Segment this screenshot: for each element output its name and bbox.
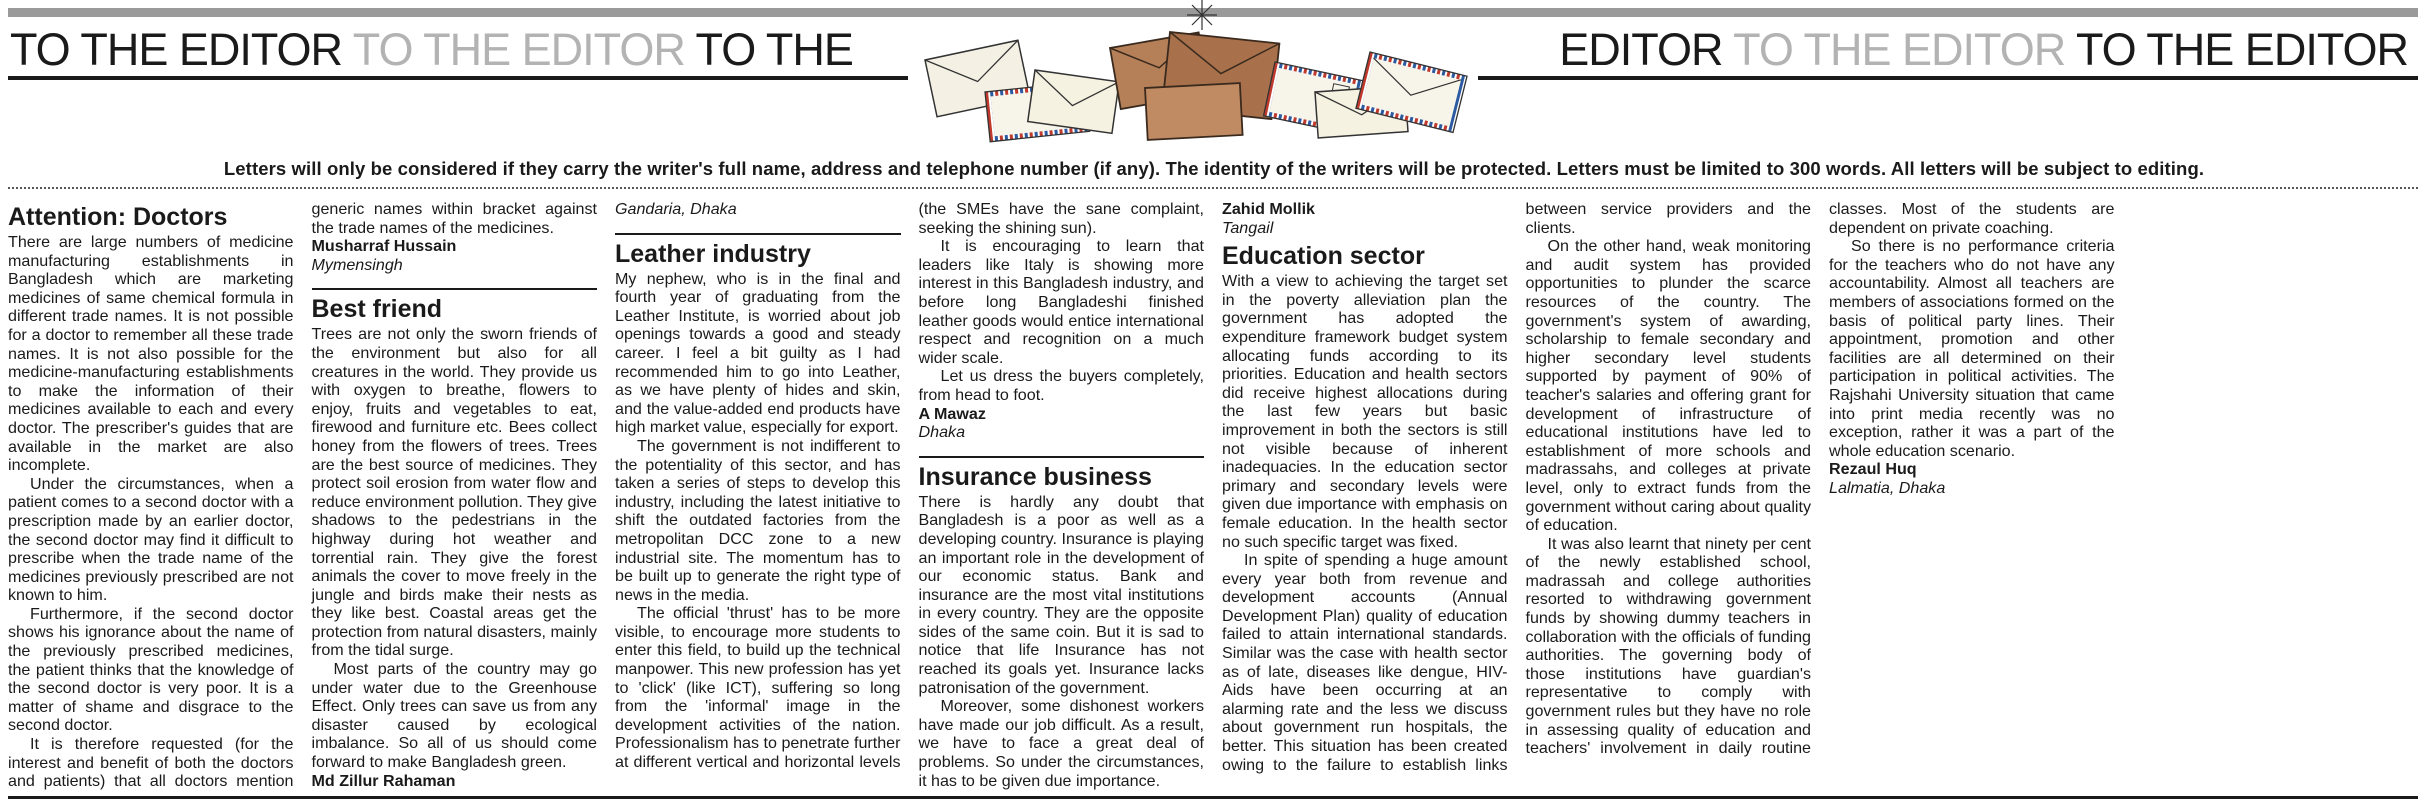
letter-paragraph: With a view to achieving the target set in the poverty alleviation plan the government has adopted the expenditure framework budget system allocating funds according to its priorities. Education and health sectors did receive highest allocations during the last few years but basic improvement in both the sectors is still not visible because of inherent inadequacies. In the education sector primary and secondary levels were given due importance with emphasis on female education. In the health sector no such specific target was fixed.: [1222, 272, 1508, 551]
masthead-right: [1559, 24, 2408, 76]
letter-paragraph: Trees are not only the sworn friends of the environment but also for all creatures in the world. They provide us with oxygen to breathe, flowers to enjoy, fruits and vegetables to eat, firewood and furniture etc. Bees collect honey from the flowers of trees. Trees are the best source of medicines. They protect soil erosion from water flow and reduce environment pollution. They give shadows to the pedestrians in the highway during hot weather and torrential rain. They give the forest animals the cover to move freely in the jungle and birds make their nests as they like best. Coastal areas get the protection from natural disasters, mainly from the tidal surge.: [311, 325, 597, 660]
letter-education-sector: [1222, 200, 2115, 792]
package-icon-3: [1145, 83, 1243, 140]
letter-paragraph: Under the circumstances, when a patient comes to a second doctor with a prescription made by an earlier doctor, the second doctor may find it difficult to prescribe when the trade name of the medicines previously prescribed are not known to him.: [8, 474, 294, 605]
letter-paragraph: There are large numbers of medicine manufacturing establishments in Bangladesh which are marketing medicines of same chemical formula in different trade names. It is not possible for a doctor to remember all these trade names. It is not also possible for the medicine-manufacturing establishments to make the information of their medicines available to each and every doctor. The prescriber's guides that are available in the market are also incomplete.: [8, 233, 294, 475]
masthead-rule-left: [8, 76, 908, 80]
letter-paragraph: My nephew, who is in the final and fourth year of graduating from the Leather Institute, is worried about job openings towards a good and steady career. I feel a bit guilty as I had recommended him to go into Leather, as we have plenty of hides and skin, and the value-added end products have high market value, especially for export.: [615, 269, 901, 437]
masthead-rule-right: [1478, 76, 2418, 80]
letter-title: Leather industry: [615, 239, 811, 268]
letter-paragraph: On the other hand, weak monitoring and audit system has provided opportunities to plunder the scarce resources of the country. The government's system of awarding, scholarship to female secondary and higher secondary level students supported by payment of 90% of teacher's salaries and offering grant for development of infrastructure of educational institutions have led to establishment of more schools and madrassahs, and colleges at private level, only to extract funds from the government without caring about quality of education.: [1525, 237, 1811, 535]
letter-author: Rezaul Huq: [1829, 460, 1917, 479]
letter-divider: [919, 456, 1205, 458]
letters-columns: [8, 200, 2418, 792]
masthead-right-part-2: TO THE EDITOR: [1733, 24, 2066, 75]
sparkle-icon: [1187, 0, 1217, 30]
letter-paragraph: There is hardly any doubt that Bangladesh is a poor as well as a developing country. Insurance is playing an important role in the development of our economic status. Bank and insurance are the most vital institutions in every country. They are the opposite sides of the same coin. But it is sad to notice that life Insurance has not reached its goals yet. Insurance lacks patronisation of the government.: [918, 492, 1204, 697]
letter-paragraph: Furthermore, if the second doctor shows his ignorance about the name of the previously prescribed medicines, the patient thinks that the knowledge of the second doctor is very poor. It is a matter of shame and disgrace to the second doctor.: [8, 604, 294, 735]
letter-place: Lalmatia, Dhaka: [1829, 478, 1946, 497]
masthead-right-part-3: TO THE EDITOR: [2075, 24, 2408, 75]
letter-paragraph: It is therefore requested (for the interest and benefit of both the doctors and patients) that all doctors mention generic names within bracket against the trade names of the medicines.: [8, 200, 597, 791]
dotted-separator: [8, 187, 2418, 189]
letter-paragraph: In spite of spending a huge amount every year both from revenue and development accounts (Annual Development Plan) quality of education failed to attain international standards. Similar was the case with health sector as of late, diseases like dengue, HIV-Aids have been occurring at an alarming rate and the less we discuss about government run hospitals, the better. This situation has been created owing to the failure to establish links between service providers and the clients.: [1222, 200, 1811, 774]
letter-place: Mymensingh: [311, 255, 403, 274]
letter-paragraph: Most parts of the country may go under water due to the Greenhouse Effect. Only trees can save us from any disaster caused by ecological imbalance. So all of us should come forward to make Bangladesh green.: [311, 660, 597, 772]
letter-paragraph: The government is not indifferent to the potentiality of this sector, and has taken a series of steps to develop this industry, including the latest initiative to shift the outdated factories from the metropolitan DCC zone to a new industrial site. The momentum has to be built up to generate the right type of news in the media.: [615, 436, 901, 604]
masthead-left-part-2: TO THE EDITOR: [352, 24, 685, 75]
letter-paragraph: It is encouraging to learn that leaders like Italy is showing more interest in this Bangladesh industry, and before long Bangladeshi finished leather goods would entice international respect and recognition on a much wider scale.: [918, 237, 1204, 367]
letter-paragraph: It was also learnt that ninety per cent of the newly established school, madrassah and college authorities resorted to withdrawing government funds by showing dummy teachers in collaboration with the officials of funding authorities. The governing body of those institutions have guardian's representative to comply with government rules but they have no role in assessing quality of education and teachers' involvement in daily routine classes. Most of the students are dependent on private coaching.: [1525, 200, 2115, 758]
letter-paragraph: Let us dress the buyers completely, from head to foot.: [918, 367, 1204, 404]
submission-notice: Letters will only be considered if they carry the writer's full name, address and telephone number (if any). The identity of the writers will be protected. Letters must be limited to 300 words. All letters will be subject to editing.: [223, 158, 2205, 179]
envelopes-illustration: [915, 0, 1490, 148]
masthead-left-part-1: TO THE EDITOR: [10, 24, 343, 75]
letter-place: Dhaka: [918, 423, 966, 442]
letter-author: A Mawaz: [918, 404, 986, 423]
letter-paragraph: Moreover, some dishonest workers have made our job difficult. As a result, we have to face a great deal of problems. So under the circumstances, it has to be given due importance.: [918, 697, 1204, 790]
letter-place: Tangail: [1222, 218, 1274, 237]
masthead-left: [10, 24, 853, 76]
letter-title: Best friend: [311, 295, 443, 324]
letter-paragraph: So there is no performance criteria for the teachers who do not have any accountability. Almost all teachers are members of associations formed on the basis of political party lines. Their appointment, promotion and other facilities are all determined on their participation in political activities. The Rajshahi University situation that came into print media recently was no exception, rather it was a part of the whole education scenario.: [1829, 237, 2115, 460]
envelope-icon-left-3: [1028, 70, 1119, 133]
masthead-right-part-1: EDITOR: [1559, 24, 1723, 75]
letter-title: Insurance business: [918, 462, 1152, 491]
bottom-rule: [8, 796, 2418, 799]
letter-paragraph: The official 'thrust' has to be more visible, to encourage more students to enter this field, to build up the technical manpower. This new profession has yet to 'click' (like ICT), suffering so long from the 'informal' image in the development activities of the nation. Professionalism has to penetrate further at different vertical and horizontal levels (the SMEs have the sane complaint, seeking the shining sun).: [615, 200, 1204, 772]
letter-author: Zahid Mollik: [1222, 200, 1315, 218]
letter-title: Education sector: [1222, 242, 1425, 271]
letter-title: Attention: Doctors: [8, 203, 228, 231]
letter-place: Gandaria, Dhaka: [615, 200, 737, 218]
letter-divider: [312, 288, 598, 290]
letter-author: Musharraf Hussain: [311, 237, 457, 256]
masthead-left-part-3: TO THE: [695, 24, 853, 75]
letter-author: Md Zillur Rahaman: [311, 771, 456, 790]
letter-divider: [615, 233, 901, 235]
